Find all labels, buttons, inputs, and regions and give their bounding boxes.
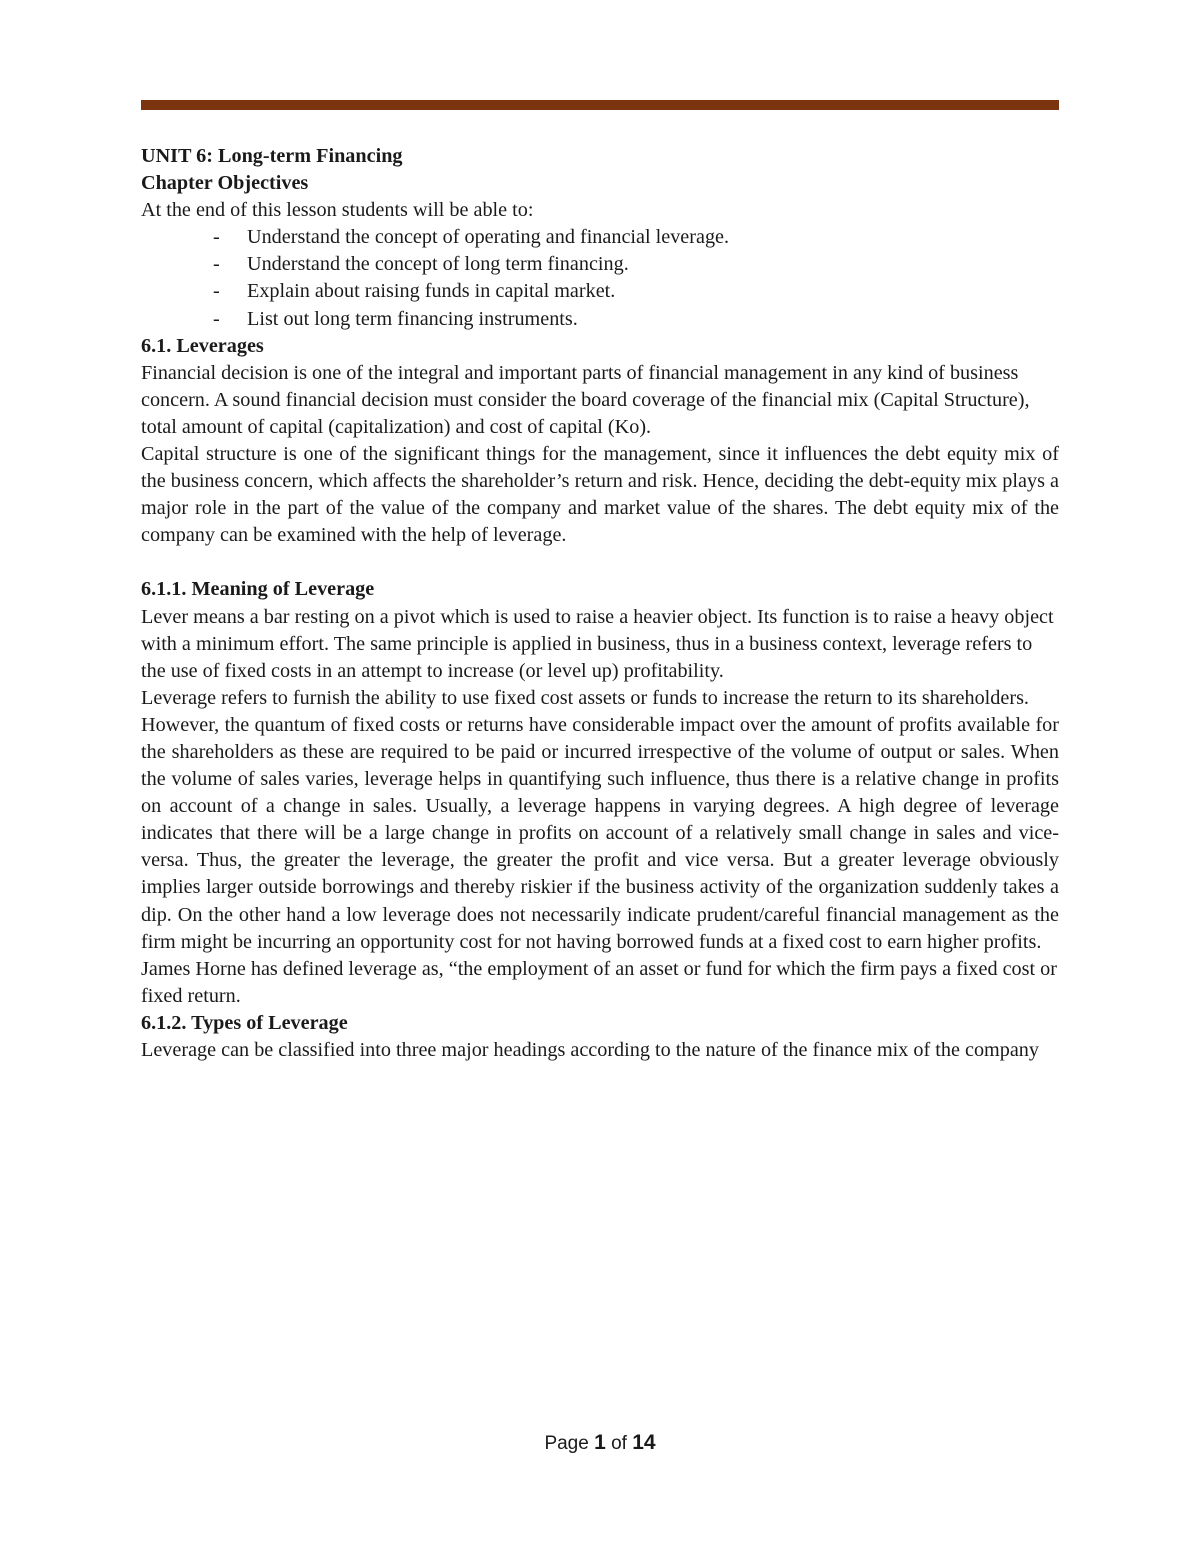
paragraph: Leverage refers to furnish the ability to use fixed cost assets or funds to increase the return to its shareholders. [141, 686, 1029, 709]
objective-text: Explain about raising funds in capital market. [247, 280, 616, 303]
page-content [141, 143, 1059, 1064]
spacer [141, 549, 1059, 576]
list-item [141, 306, 1059, 333]
paragraph: Capital structure is one of the significant things for the management, since it influences the debt equity mix of the business concern, which affects the shareholder’s return and risk. Hence, deciding the debt-equity mix plays a major role in the part of the value of the company and market value of the shares. The debt equity mix of the company can be examined with the help of leverage. [141, 443, 1059, 547]
page-of-label: of [611, 1433, 627, 1454]
objectives-list [141, 224, 1059, 332]
section-heading-meaning: 6.1.1. Meaning of Leverage [141, 578, 375, 601]
page-footer [0, 1431, 1200, 1455]
objective-text: Understand the concept of operating and financial leverage. [247, 226, 730, 249]
unit-title: UNIT 6: Long-term Financing [141, 145, 403, 167]
bullet-dash: - [213, 280, 220, 303]
paragraph: However, the quantum of fixed costs or returns have considerable impact over the amount of profits available for the shareholders as these are required to be paid or incurred irrespective of the volume of output or sales. When the volume of sales varies, leverage helps in quantifying such influence, thus there is a relative change in profits on account of a change in sales. Usually, a leverage happens in varying degrees. A high degree of leverage indicates that there will be a large change in profits on account of a relatively small change in sales and vice-versa. Thus, the greater the leverage, the greater the profit and vice versa. But a greater leverage obviously implies larger outside borrowings and thereby riskier if the business activity of the organization suddenly takes a dip. On the other hand a low leverage does not necessarily indicate prudent/careful financial management as the firm might be incurring an opportunity cost for not having borrowed funds at a fixed cost to earn higher profits. [141, 713, 1059, 953]
objectives-title: Chapter Objectives [141, 172, 309, 195]
objectives-intro: At the end of this lesson students will be able to: [141, 199, 534, 222]
page-label: Page [544, 1433, 589, 1454]
page-total: 14 [632, 1431, 656, 1454]
section-heading-types: 6.1.2. Types of Leverage [141, 1011, 348, 1034]
list-item [141, 224, 1059, 251]
bullet-dash: - [213, 307, 220, 330]
bullet-dash: - [213, 226, 220, 249]
list-item [141, 278, 1059, 305]
paragraph: Financial decision is one of the integral and important parts of financial management in any kind of business concern. A sound financial decision must consider the board coverage of the financial mix (Capital Structure), total amount of capital (capitalization) and cost of capital (Ko). [141, 361, 1030, 438]
paragraph: James Horne has defined leverage as, “the employment of an asset or fund for which the firm pays a fixed cost or fixed return. [141, 957, 1057, 1007]
paragraph: Lever means a bar resting on a pivot which is used to raise a heavier object. Its function is to raise a heavy object with a minimum effort. The same principle is applied in business, thus in a business context, leverage refers to the use of fixed costs in an attempt to increase (or level up) profitability. [141, 605, 1054, 682]
list-item [141, 251, 1059, 278]
paragraph: Leverage can be classified into three major headings according to the nature of the finance mix of the company [141, 1039, 1039, 1061]
page-current: 1 [594, 1431, 606, 1454]
header-rule [141, 100, 1059, 110]
objective-text: List out long term financing instruments. [247, 307, 578, 330]
section-heading-leverages: 6.1. Leverages [141, 334, 264, 357]
bullet-dash: - [213, 253, 220, 276]
objective-text: Understand the concept of long term financing. [247, 253, 629, 276]
